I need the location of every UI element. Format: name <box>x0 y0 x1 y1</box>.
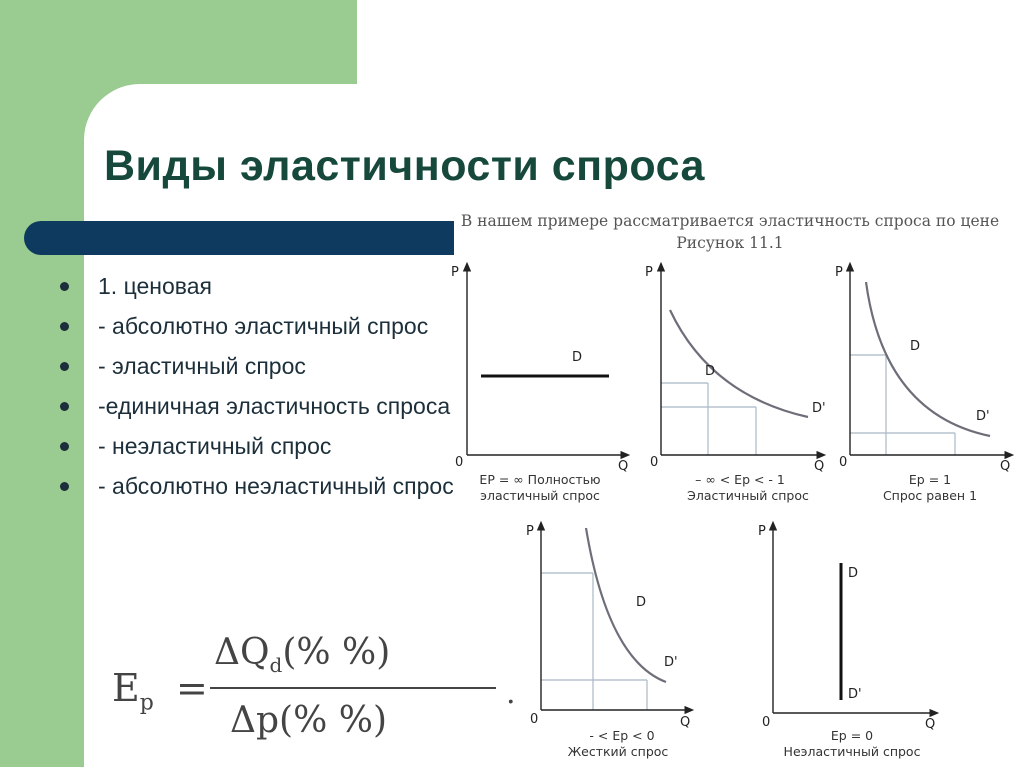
axis-label-p: P <box>526 524 534 539</box>
axis-label-p: P <box>835 265 843 280</box>
caption-line2: эластичный спрос <box>480 488 600 503</box>
origin-label: 0 <box>650 455 659 470</box>
demand-curve <box>670 310 808 417</box>
bullet-text: 1. ценовая <box>98 273 212 299</box>
graph-perfectly-elastic <box>451 265 628 503</box>
formula-e: E <box>112 666 140 710</box>
axis-label-q: Q <box>925 717 936 732</box>
bullet-text: - абсолютно неэластичный спрос <box>98 473 454 499</box>
slide-title: Виды эластичности спроса <box>104 142 705 190</box>
axis-label-q: Q <box>618 459 629 474</box>
origin-label: 0 <box>455 455 464 470</box>
demand-label-prime: D' <box>812 401 826 416</box>
demand-curve <box>866 282 990 436</box>
bullet-text: - абсолютно эластичный спрос <box>98 313 429 339</box>
axis-label-p: P <box>645 265 653 280</box>
graph-inelastic <box>526 524 690 759</box>
demand-label: D <box>848 566 859 581</box>
formula-period: . <box>506 676 516 711</box>
axis-label-q: Q <box>814 459 825 474</box>
demand-label-prime: D' <box>976 409 990 424</box>
origin-label: 0 <box>530 712 539 727</box>
demand-label: D <box>572 350 583 365</box>
demand-curve <box>586 528 666 682</box>
diagram-header-line2: Рисунок 11.1 <box>676 234 784 252</box>
demand-label: D <box>636 595 647 610</box>
origin-label: 0 <box>839 455 848 470</box>
caption-line1: - < Eр < 0 <box>589 728 655 743</box>
axis-label-p: P <box>758 524 766 539</box>
axis-label-p: P <box>451 265 459 280</box>
diagram-header-line1: В нашем примере рассматривается эластичность спроса по цене <box>460 212 1000 230</box>
caption-line2: Неэластичный спрос <box>783 744 921 759</box>
formula-num-sub: d <box>269 653 283 678</box>
origin-label: 0 <box>762 715 771 730</box>
demand-label-prime: D' <box>848 687 862 702</box>
axis-label-q: Q <box>1000 459 1011 474</box>
formula-denominator: Δp(% %) <box>230 700 387 741</box>
caption-line2: Эластичный спрос <box>687 488 809 503</box>
caption-line2: Спрос равен 1 <box>882 488 978 503</box>
caption-line1: Eр = 0 <box>830 728 874 743</box>
caption-line1: Eр = 1 <box>908 472 952 487</box>
bullet-text: -единичная эластичность спроса <box>98 393 451 419</box>
graph-elastic <box>645 265 826 503</box>
graph-unit-elastic <box>835 265 1010 503</box>
graph-perfectly-inelastic <box>758 524 935 759</box>
formula-e-sub: p <box>139 690 154 716</box>
caption-line1: EP = ∞ Полностью <box>479 472 601 487</box>
caption-line2: Жесткий спрос <box>567 744 669 759</box>
formula-num-tail: (% %) <box>282 632 391 673</box>
formula-equals: = <box>176 666 208 710</box>
bullet-text: - неэластичный спрос <box>98 433 332 459</box>
caption-line1: – ∞ < Eр < - 1 <box>695 472 785 487</box>
formula-num-main: ΔQ <box>214 632 270 673</box>
bullet-text: - эластичный спрос <box>98 353 306 379</box>
demand-label-prime: D' <box>664 655 678 670</box>
demand-label: D <box>705 364 716 379</box>
axis-label-q: Q <box>680 715 691 730</box>
demand-label: D <box>910 339 921 354</box>
